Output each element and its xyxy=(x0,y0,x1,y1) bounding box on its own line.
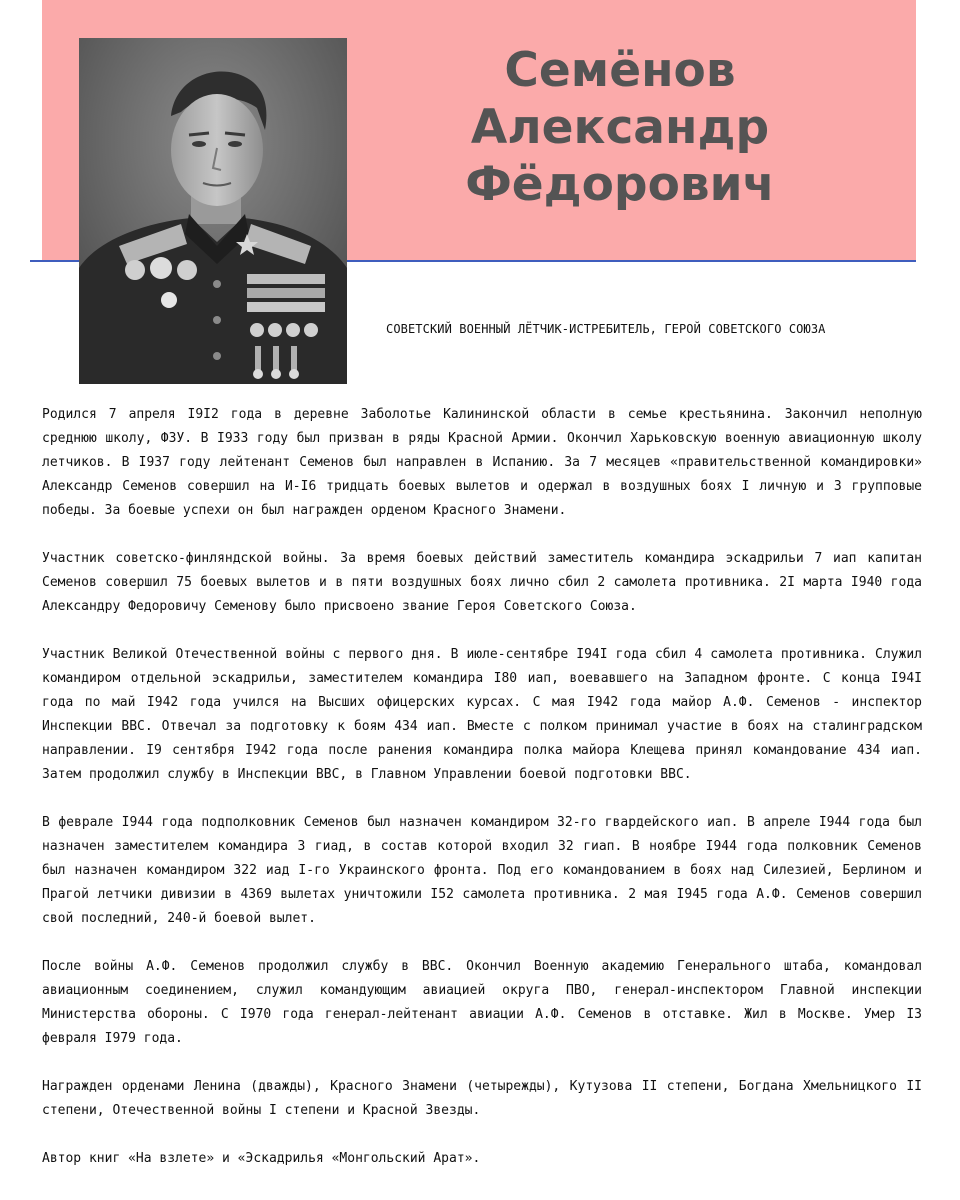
name-surname: Семёнов xyxy=(504,43,736,98)
bio-paragraph-1944-1945: В феврале I944 года подполковник Семенов был назначен командиром 32-го гвардейского иап. В апреле I944 года был назначен заместителем командира 3 гиад, в состав которой входил 32 гиап. В ноябре I944 года полковник Семенов был назначен командиром 322 иад I-го Украинского фронта. Под его командованием в боях над Силезией, Берлином и Прагой летчики дивизии в 4369 вылетах уничтожили I52 самолета противника. 2 мая I945 года А.Ф. Семенов совершил свой последний, 240-й боевой вылет. xyxy=(42,815,922,926)
bio-paragraph-awards: Награжден орденами Ленина (дважды), Красного Знамени (четырежды), Кутузова II степени, Богдана Хмельницкого II степени, Отечественной войны I степени и Красной Звезды. xyxy=(42,1079,922,1118)
name-patronymic: Фёдорович xyxy=(465,157,775,212)
person-subtitle: СОВЕТСКИЙ ВОЕННЫЙ ЛЁТЧИК-ИСТРЕБИТЕЛЬ, ГЕРОЙ СОВЕТСКОГО СОЮЗА xyxy=(386,322,826,336)
bio-paragraph-post-war: После войны А.Ф. Семенов продолжил службу в ВВС. Окончил Военную академию Генерального штаба, командовал авиационным соединением, служил командующим авиацией округа ПВО, генерал-инспектором Главной инспекции Министерства обороны. С I970 года генерал-лейтенант авиации А.Ф. Семенов в отставке. Жил в Москве. Умер I3 февраля I979 года. xyxy=(42,959,922,1046)
bio-paragraph-books: Автор книг «На взлете» и «Эскадрилья «Монгольский Арат». xyxy=(42,1151,481,1166)
person-name-heading xyxy=(400,42,840,213)
biography-text xyxy=(42,403,922,1195)
bio-paragraph-early-life: Родился 7 апреля I9I2 года в деревне Заболотье Калининской области в семье крестьянина. Закончил неполную среднюю школу, ФЗУ. В I933 году был призван в ряды Красной Армии. Окончил Харьковскую военную авиационную школу летчиков. В I937 году лейтенант Семенов был направлен в Испанию. За 7 месяцев «правительственной командировки» Александр Семенов совершил на И-I6 тридцать боевых вылетов и одержал в воздушных боях I личную и 3 групповые победы. За боевые успехи он был награжден орденом Красного Знамени. xyxy=(42,407,922,518)
portrait-photo xyxy=(79,38,347,384)
bio-paragraph-great-patriotic-war: Участник Великой Отечественной войны с первого дня. В июле-сентябре I94I года сбил 4 самолета противника. Служил командиром отдельной эскадрильи, заместителем командира I80 иап, воевавшего на Западном фронте. С конца I94I года по май I942 года учился на Высших офицерских курсах. С мая I942 года майор А.Ф. Семенов - инспектор Инспекции ВВС. Отвечал за подготовку к боям 434 иап. Вместе с полком принимал участие в боях на сталинградском направлении. I9 сентября I942 года после ранения командира полка майора Клещева принял командование 434 иап. Затем продолжил службу в Инспекции ВВС, в Главном Управлении боевой подготовки ВВС. xyxy=(42,647,922,782)
name-given: Александр xyxy=(470,100,770,155)
bio-paragraph-finnish-war: Участник советско-финляндской войны. За время боевых действий заместитель командира эскадрильи 7 иап капитан Семенов совершил 75 боевых вылетов и в пяти воздушных боях лично сбил 2 самолета противника. 2I марта I940 года Александру Федоровичу Семенову было присвоено звание Героя Советского Союза. xyxy=(42,551,922,614)
